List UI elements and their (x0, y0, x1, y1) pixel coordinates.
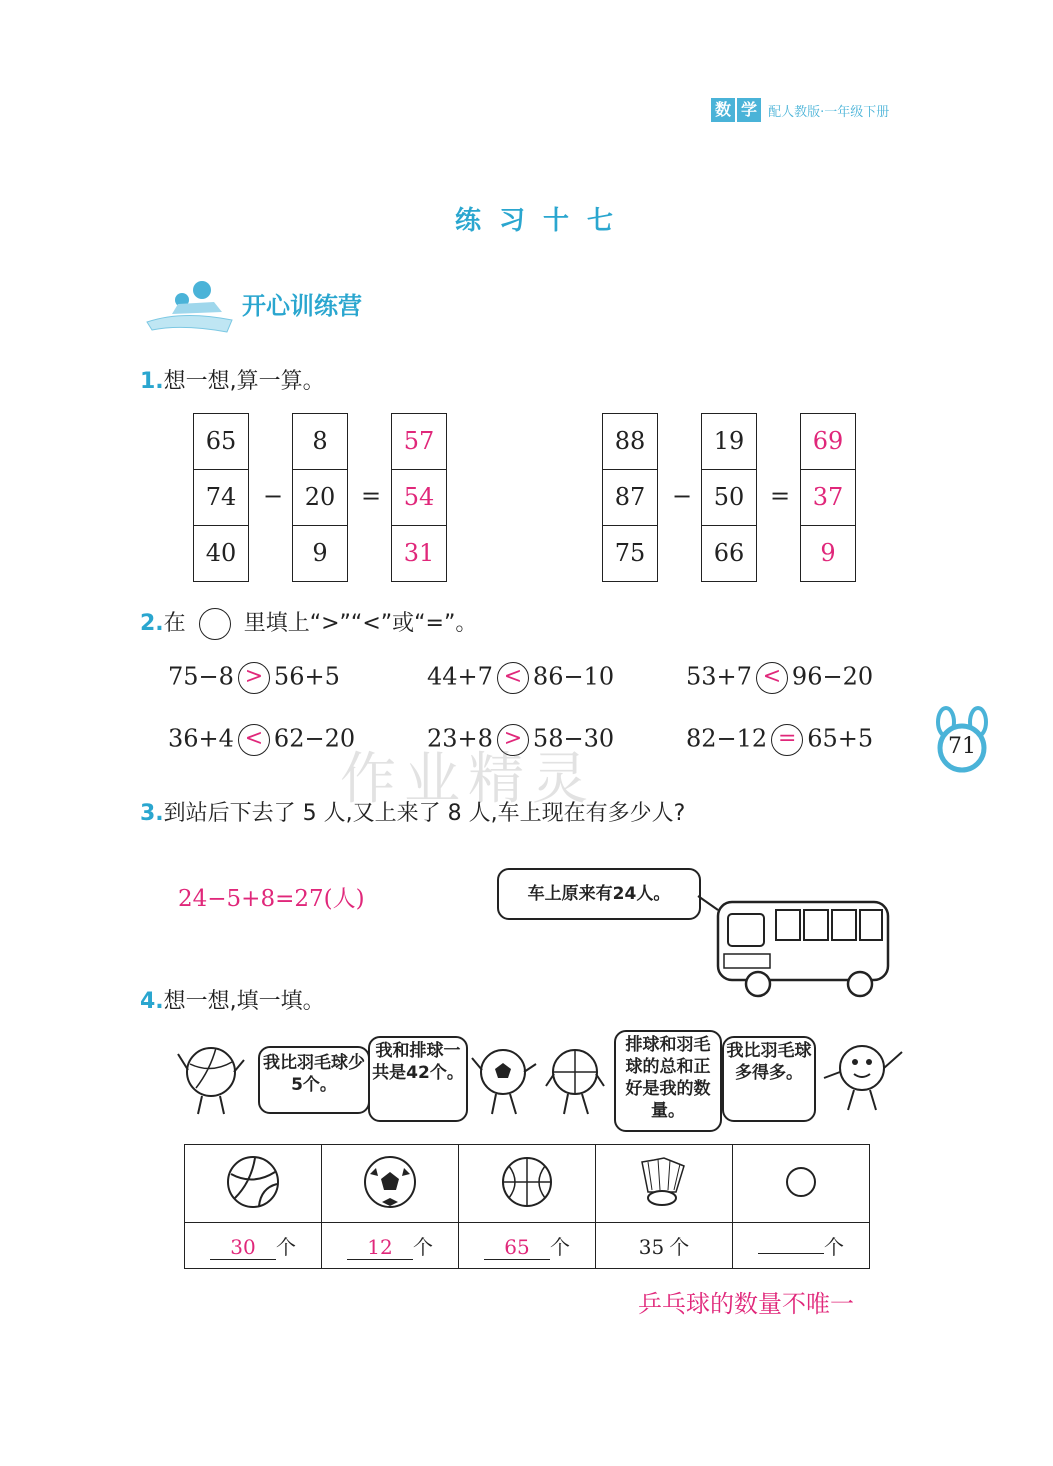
basketball-icon (499, 1154, 555, 1210)
answer-cell: 57 (403, 427, 435, 455)
expr-left: 23+8 (427, 724, 493, 753)
unit-label: 个 (824, 1235, 844, 1259)
cell: 9 (293, 525, 347, 581)
volleyball-icon (225, 1154, 281, 1210)
given-count: 35 (638, 1235, 665, 1259)
cell: 65 (205, 427, 237, 455)
answer-blank: 12 (347, 1235, 413, 1260)
volleyball-bubble: 我比羽毛球少5个。 (258, 1046, 370, 1114)
unit-label: 个 (669, 1235, 690, 1259)
answer-circle: < (497, 662, 529, 694)
q2-text-post: 里填上“>”“<”或“=”。 (243, 611, 478, 636)
expr-right: 56+5 (273, 662, 340, 691)
answer-blank: 30 (210, 1235, 276, 1260)
q3-prompt (140, 796, 685, 827)
q4-note: 乒乓球的数量不唯一 (638, 1290, 854, 1318)
q1-left-col-c (391, 413, 447, 582)
expr-left: 53+7 (686, 662, 752, 691)
q1-number: 1. (140, 369, 164, 394)
q2-number: 2. (140, 611, 164, 636)
table-cell (185, 1145, 322, 1223)
expr-right: 58−30 (532, 724, 615, 753)
minus-sign: − (672, 482, 693, 510)
football-character-icon (470, 1030, 540, 1120)
cell: 88 (614, 427, 646, 455)
bus-icon (696, 880, 896, 1000)
minus-sign: − (263, 482, 284, 510)
equals-sign: = (361, 482, 382, 510)
page-number-badge (932, 706, 992, 776)
expr-left: 75−8 (168, 662, 234, 691)
page-title: 练习十七 (455, 206, 632, 236)
cell: 75 (603, 525, 657, 581)
balls-table (184, 1144, 870, 1269)
answer-cell: 69 (812, 427, 844, 455)
section-banner-label: 开心训练营 (242, 292, 362, 320)
basketball-bubble: 排球和羽毛球的总和正好是我的数量。 (614, 1030, 722, 1132)
subject-char-1: 数 (711, 98, 735, 122)
answer-circle: < (756, 662, 788, 694)
empty-circle-icon (199, 608, 231, 640)
cell: 87 (603, 469, 657, 525)
cell: 74 (194, 469, 248, 525)
compare-item (168, 662, 340, 694)
answer-cell: 31 (392, 525, 446, 581)
expr-left: 44+7 (427, 662, 493, 691)
expr-left: 82−12 (686, 724, 768, 753)
cell: 19 (713, 427, 745, 455)
q2-text-pre: 在 (163, 611, 186, 636)
page-header (711, 98, 889, 122)
table-cell (733, 1145, 870, 1223)
q4-text: 想一想,填一填。 (163, 989, 325, 1014)
cell: 8 (312, 427, 328, 455)
compare-item (168, 724, 355, 756)
q1-left-col-b (292, 413, 348, 582)
q3-speech-bubble: 车上原来有24人。 (497, 868, 701, 920)
expr-right: 62−20 (273, 724, 356, 753)
table-cell (322, 1145, 459, 1223)
volleyball-character-icon (176, 1030, 246, 1120)
pingpong-icon (781, 1162, 821, 1202)
table-cell (185, 1223, 322, 1269)
cell: 66 (702, 525, 756, 581)
q1-prompt (140, 364, 325, 395)
answer-circle: > (238, 662, 270, 694)
q1-text: 想一想,算一算。 (163, 369, 325, 394)
q3-answer: 24−5+8=27(人) (178, 886, 365, 912)
answer-circle: = (771, 724, 803, 756)
pingpong-bubble: 我比羽毛球多得多。 (722, 1036, 816, 1122)
subject-char-2: 学 (737, 98, 761, 122)
table-cell (459, 1145, 596, 1223)
compare-item (686, 662, 873, 694)
expr-right: 65+5 (807, 724, 874, 753)
unit-label: 个 (550, 1235, 570, 1259)
expr-left: 36+4 (168, 724, 234, 753)
answer-circle: > (497, 724, 529, 756)
edition-label: 配人教版·一年级下册 (768, 105, 890, 120)
expr-right: 96−20 (791, 662, 874, 691)
football-bubble: 我和排球一共是42个。 (368, 1036, 468, 1122)
equals-sign: = (770, 482, 791, 510)
expr-right: 86−10 (532, 662, 615, 691)
cell: 40 (194, 525, 248, 581)
answer-blank: 65 (484, 1235, 550, 1260)
q1-left-col-a (193, 413, 249, 582)
answer-cell: 9 (801, 525, 855, 581)
q4-prompt (140, 984, 325, 1015)
page-number: 71 (948, 734, 976, 759)
answer-blank (758, 1253, 824, 1254)
unit-label: 个 (413, 1235, 433, 1259)
q3-number: 3. (140, 801, 164, 826)
table-cell (322, 1223, 459, 1269)
shuttlecock-icon (634, 1152, 694, 1212)
answer-circle: < (238, 724, 270, 756)
compare-item (686, 724, 873, 756)
unit-label: 个 (276, 1235, 296, 1259)
table-row (185, 1223, 870, 1269)
basketball-character-icon (542, 1030, 608, 1120)
answer-cell: 54 (392, 469, 446, 525)
table-cell (459, 1223, 596, 1269)
q1-right-col-a (602, 413, 658, 582)
q1-right-col-b (701, 413, 757, 582)
table-row (185, 1145, 870, 1223)
section-banner (142, 272, 422, 334)
table-cell (596, 1223, 733, 1269)
pingpong-character-icon (818, 1030, 908, 1120)
q1-right-col-c (800, 413, 856, 582)
compare-item (427, 662, 614, 694)
reading-child-icon (142, 272, 242, 334)
table-cell (733, 1223, 870, 1269)
q2-prompt (140, 606, 477, 640)
q3-text: 到站后下去了 5 人,又上来了 8 人,车上现在有多少人? (163, 801, 686, 826)
football-icon (362, 1154, 418, 1210)
q4-number: 4. (140, 989, 164, 1014)
cell: 50 (702, 469, 756, 525)
watermark: 作业精灵 (340, 747, 596, 812)
cell: 20 (293, 469, 347, 525)
answer-cell: 37 (801, 469, 855, 525)
table-cell (596, 1145, 733, 1223)
